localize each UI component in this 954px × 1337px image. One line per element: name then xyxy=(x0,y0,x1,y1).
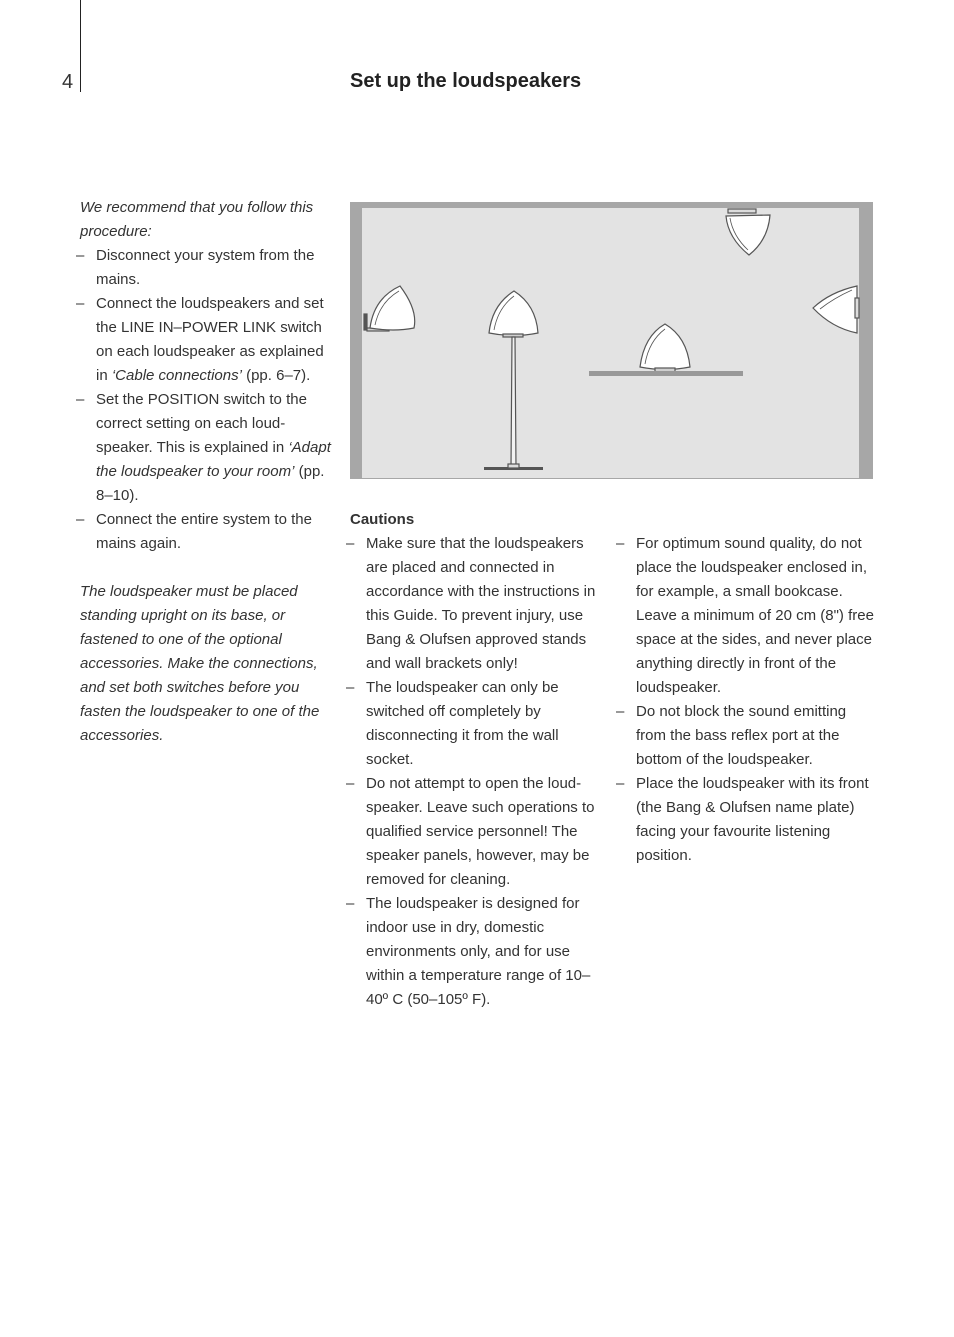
step-text: Disconnect your system from the mains. xyxy=(96,247,315,288)
caution-item: – Place the loudspeaker with its front (the Bang & Olufsen name plate) facing your favourite listening position. xyxy=(620,772,878,868)
wall-shelf xyxy=(589,371,743,376)
step-text: (pp. 6–7). xyxy=(241,367,311,384)
procedure-steps-list xyxy=(80,244,335,556)
cautions-column-1 xyxy=(350,508,606,1012)
procedure-step xyxy=(80,508,335,556)
caution-item: – Make sure that the loudspeakers are placed and connected in accordance with the instructions in this Guide. To prevent injury, use Bang & Olufsen approved stands and wall brackets only! xyxy=(350,532,606,676)
cross-reference: ‘Cable connections’ xyxy=(111,367,242,384)
mounting-note: The loudspeaker must be placed standing upright on its base, or fastened to one of the optional accessories. Make the connections, and set both switches before you fasten the loudspeaker to one of the accessories. xyxy=(80,583,320,744)
procedure-intro: We recommend that you follow this procedure: xyxy=(80,199,314,240)
step-text: (pp. 8–10). xyxy=(96,463,325,504)
room-wall-area xyxy=(362,208,859,478)
cautions-list-1 xyxy=(350,532,606,1012)
cross-reference: ‘Adapt the loudspeaker to your room’ xyxy=(96,439,331,480)
procedure-step xyxy=(80,244,335,292)
loudspeaker-placement-illustration xyxy=(350,202,873,479)
procedure-step xyxy=(80,388,335,508)
page-number: 4 xyxy=(62,71,74,93)
cautions-column-2 xyxy=(620,532,878,868)
step-text: Set the POSITION switch to the correct setting on each loudspeaker. This is explained in xyxy=(96,391,307,456)
procedure-step xyxy=(80,292,335,388)
step-text: Connect the loudspeakers and set the LINE IN–POWER LINK switch on each loudspeaker as explained in xyxy=(96,295,324,384)
caution-item: – Do not attempt to open the loudspeaker. Leave such operations to qualified service personnel! The speaker panels, however, may be removed for cleaning. xyxy=(350,772,606,892)
cautions-list-2 xyxy=(620,532,878,868)
caution-item: – The loudspeaker is designed for indoor use in dry, domestic environments only, and for use within a temperature range of 10–40º C (50–105º F). xyxy=(350,892,606,1012)
page-title: Set up the loudspeakers xyxy=(350,70,582,92)
caution-item: – For optimum sound quality, do not place the loudspeaker enclosed in, for example, a small bookcase. Leave a minimum of 20 cm (8") free space at the sides, and never place anything directly in front of the loudspeaker. xyxy=(620,532,878,700)
page-margin-rule xyxy=(80,0,81,92)
caution-item: – Do not block the sound emitting from the bass reflex port at the bottom of the loudspeaker. xyxy=(620,700,878,772)
cautions-heading: Cautions xyxy=(350,511,415,528)
step-text: Connect the entire system to the mains again. xyxy=(96,511,312,552)
procedure-column xyxy=(80,196,335,748)
caution-item: – The loudspeaker can only be switched off completely by disconnecting it from the wall socket. xyxy=(350,676,606,772)
